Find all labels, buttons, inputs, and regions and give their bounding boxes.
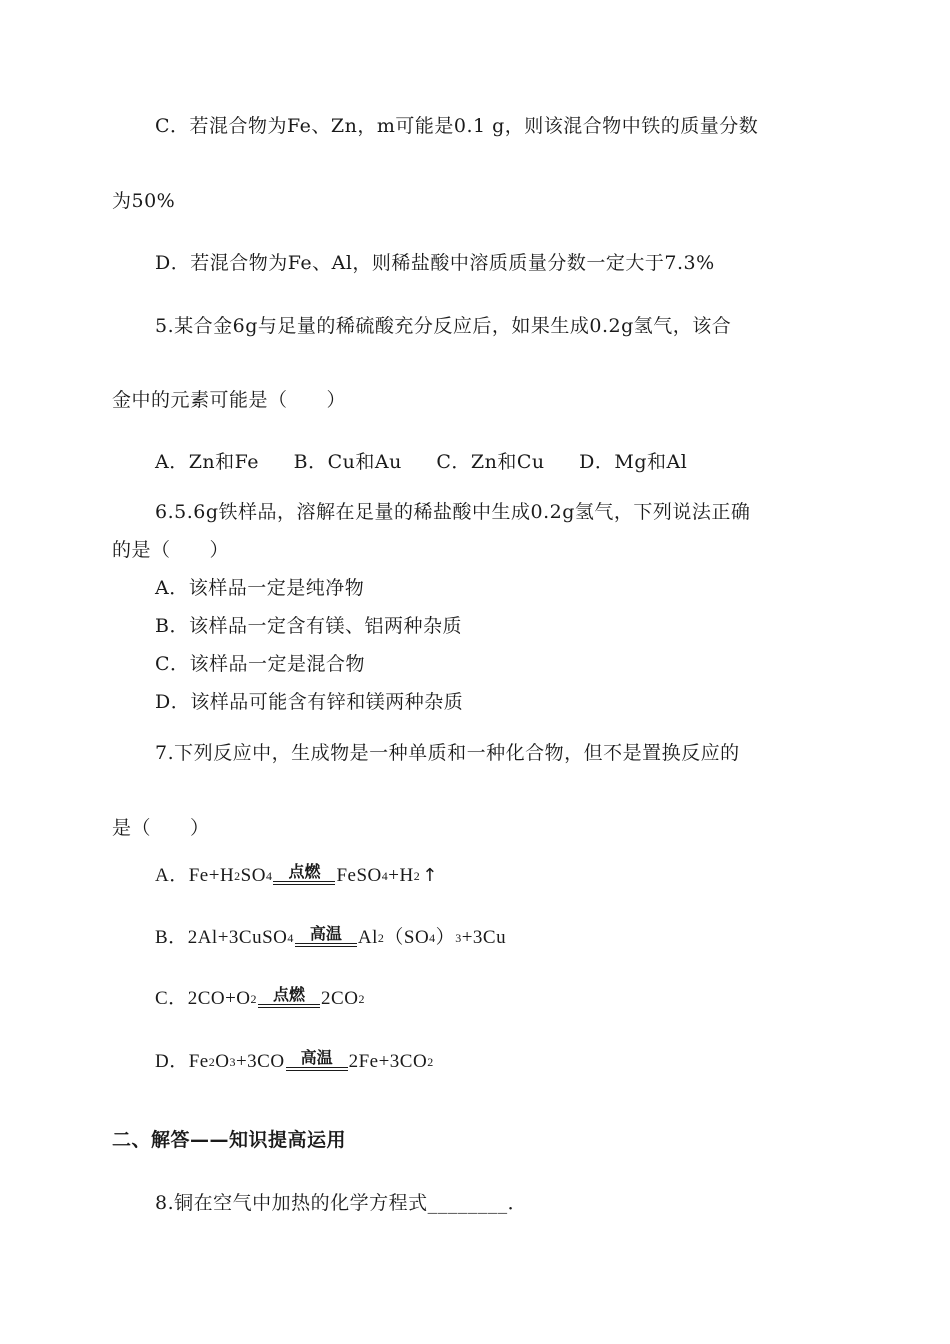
subscript: 2 (234, 869, 241, 883)
reaction-condition (286, 1049, 348, 1071)
subscript: 2 (427, 1055, 434, 1069)
subscript: 2 (250, 992, 258, 1006)
formula-part: +3Cu (461, 927, 507, 948)
q6-option-b: B．该样品一定含有镁、铝两种杂质 (155, 615, 462, 637)
subscript: 3 (455, 931, 462, 945)
formula-part: ） (435, 927, 456, 948)
q7-option-b (155, 924, 506, 951)
formula-part: 2Fe+3CO (348, 1051, 428, 1072)
q5-option-d: D．Mg和Al (579, 451, 688, 473)
q7-option-a (155, 862, 438, 889)
formula-part: Al (357, 927, 378, 948)
subscript: 4 (265, 869, 273, 883)
subscript: 4 (381, 869, 389, 883)
reaction-condition (258, 986, 320, 1008)
section-heading: 二、解答——知识提高运用 (112, 1129, 347, 1151)
option-label: B． (155, 927, 188, 948)
q5-stem-line2: 金中的元素可能是（ ） (112, 389, 347, 411)
q5-option-a: A．Zn和Fe (155, 451, 260, 473)
subscript: 2 (377, 931, 385, 945)
subscript: 4 (287, 931, 294, 945)
condition-text: 高温 (309, 924, 342, 943)
option-label: C． (155, 988, 188, 1009)
subscript: 4 (429, 931, 436, 945)
q7-stem-line2: 是（ ） (112, 817, 210, 839)
option-label: A． (155, 865, 189, 886)
q4-option-c-line1: C．若混合物为Fe、Zn，m可能是0.1 g，则该混合物中铁的质量分数 (155, 115, 759, 137)
formula-part: O (215, 1051, 230, 1072)
q6-option-a: A．该样品一定是纯净物 (155, 577, 365, 599)
equals-bar (286, 1067, 348, 1071)
reaction-condition (273, 863, 335, 885)
q4-option-c-line2: 为50% (112, 190, 176, 212)
subscript: 2 (413, 869, 421, 883)
formula-part: （SO (384, 927, 430, 948)
q6-stem-line1: 6.5.6g铁样品，溶解在足量的稀盐酸中生成0.2g氢气，下列说法正确 (155, 501, 751, 523)
q5-options (155, 449, 715, 475)
q5-stem-line1: 5.某合金6g与足量的稀硫酸充分反应后，如果生成0.2g氢气，该合 (155, 315, 732, 337)
q5-option-b: B．Cu和Au (293, 451, 402, 473)
formula-part: 2Al+3CuSO (187, 927, 288, 948)
condition-text: 点燃 (288, 862, 321, 881)
q7-option-c (155, 985, 365, 1012)
formula-part: Fe (188, 1051, 209, 1072)
formula-part: 2CO+O (187, 988, 251, 1009)
condition-text: 点燃 (273, 985, 306, 1004)
q7-stem-line1: 7.下列反应中，生成物是一种单质和一种化合物，但不是置换反应的 (155, 742, 740, 764)
gas-arrow-icon: ↑ (422, 865, 438, 886)
formula-part: +H (388, 865, 414, 886)
q6-option-d: D．该样品可能含有锌和镁两种杂质 (155, 691, 464, 713)
formula-part: +3CO (235, 1051, 285, 1072)
formula-part: Fe+H (188, 865, 235, 886)
q7-option-d (155, 1048, 434, 1075)
q6-stem-line2: 的是（ ） (112, 539, 230, 561)
subscript: 2 (358, 992, 365, 1006)
subscript: 2 (208, 1055, 216, 1069)
formula-part: FeSO (336, 865, 382, 886)
equals-bar (295, 943, 357, 947)
equals-bar (273, 881, 335, 885)
formula-part: SO (240, 865, 266, 886)
option-label: D． (155, 1051, 189, 1072)
condition-text: 高温 (300, 1048, 333, 1067)
reaction-condition (295, 925, 357, 947)
equals-bar (258, 1004, 320, 1008)
q4-option-d: D．若混合物为Fe、Al，则稀盐酸中溶质质量分数一定大于7.3% (155, 252, 715, 274)
subscript: 3 (229, 1055, 236, 1069)
q5-option-c: C．Zn和Cu (436, 451, 545, 473)
q8-text: 8.铜在空气中加热的化学方程式________． (155, 1192, 528, 1214)
formula-part: 2CO (321, 988, 359, 1009)
q6-option-c: C．该样品一定是混合物 (155, 653, 366, 675)
